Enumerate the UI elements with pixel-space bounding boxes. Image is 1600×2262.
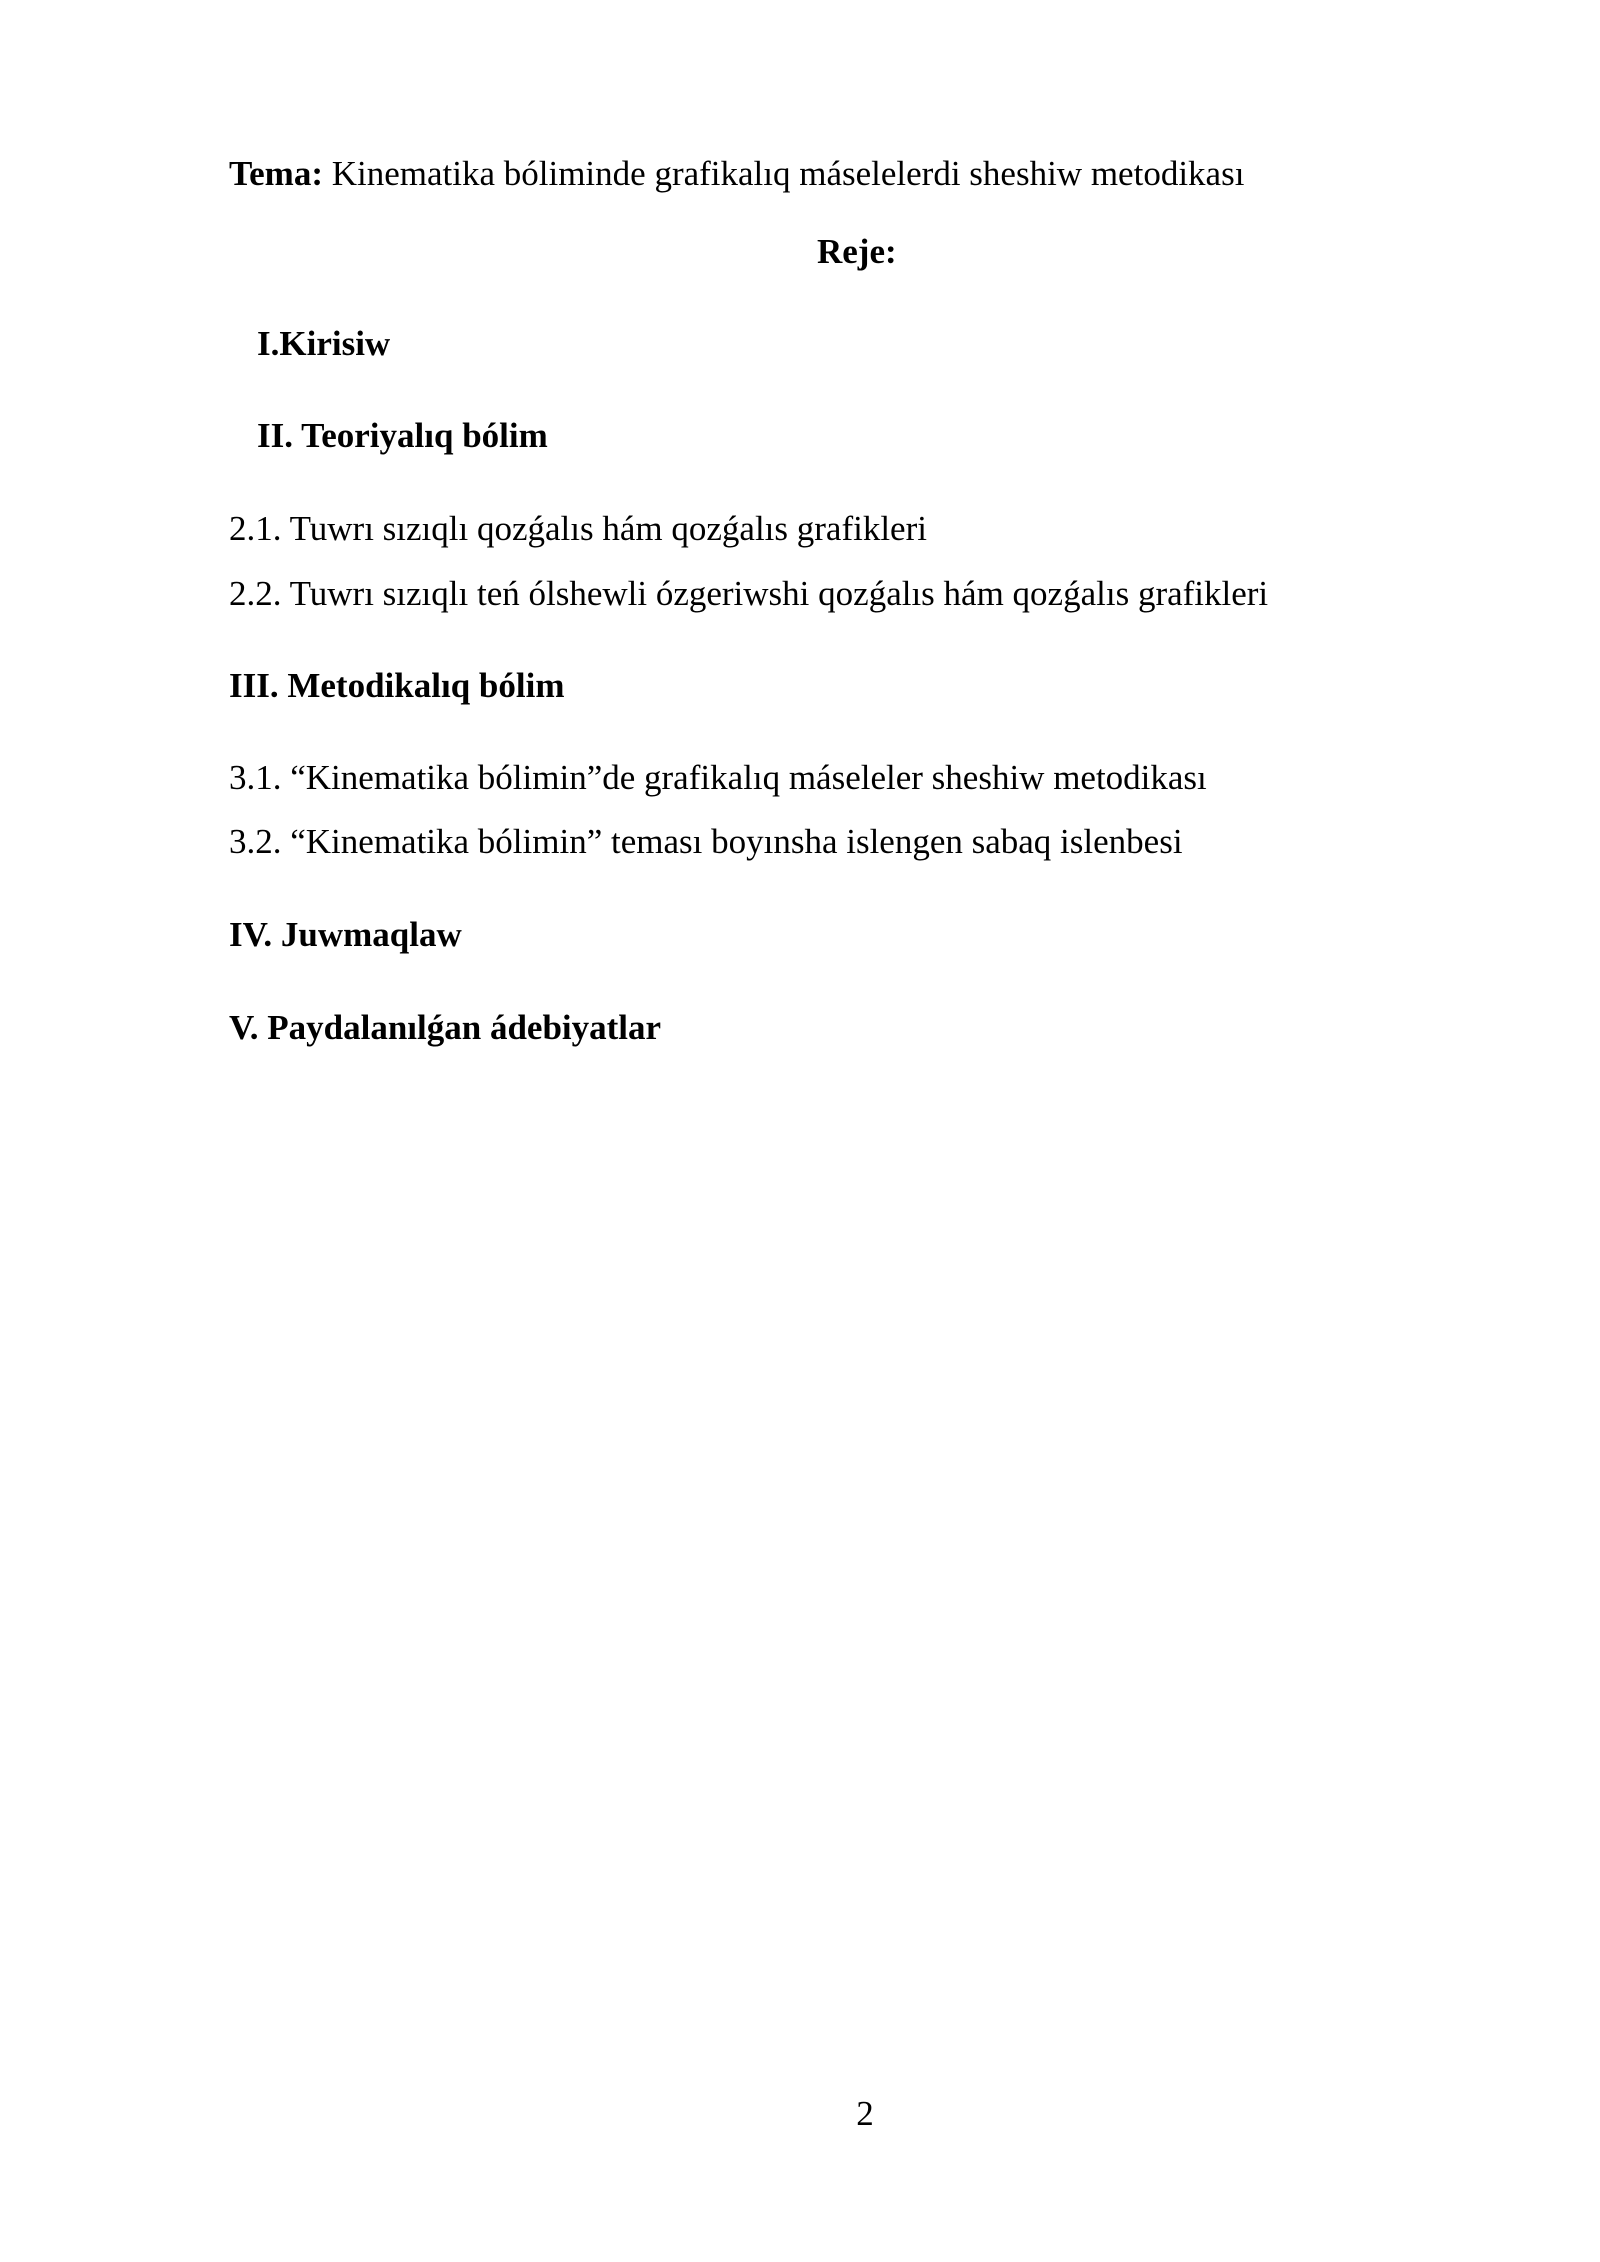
outline-section-2: II. Teoriyalıq bólim [257,416,548,455]
outline-section-1: I.Kirisiw [257,324,391,363]
outline-section-4: IV. Juwmaqlaw [229,915,462,954]
outline-item-2-2: 2.2. Tuwrı sızıqlı teń ólshewli ózgeriwshi qozǵalıs hám qozǵalıs grafikleri [229,574,1269,613]
outline-item-3-2: 3.2. “Kinematika bólimin” teması boyınsha islengen sabaq islenbesi [229,822,1183,861]
topic-line [229,152,1244,196]
outline-item-3-1: 3.1. “Kinematika bólimin”de grafikalıq máseleler sheshiw metodikası [229,758,1207,797]
outline-section-5: V. Paydalanılǵan ádebiyatlar [229,1008,662,1047]
outline-section-3: III. Metodikalıq bólim [229,666,565,705]
outline-item-2-1: 2.1. Tuwrı sızıqlı qozǵalıs hám qozǵalıs grafikleri [229,509,927,548]
plan-heading: Reje: [817,232,897,271]
topic-label: Tema: [229,154,323,193]
topic-text: Kinematika bóliminde grafikalıq máselelerdi sheshiw metodikası [331,154,1245,193]
page-number: 2 [856,2094,874,2133]
